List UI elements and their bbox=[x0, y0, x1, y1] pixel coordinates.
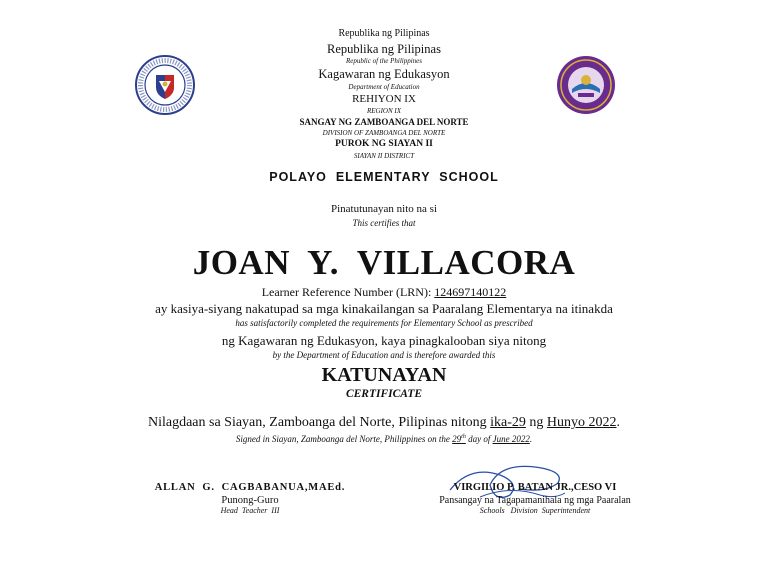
signed-fil-day: ika-29 bbox=[490, 415, 526, 430]
signed-fil-date: Hunyo 2022 bbox=[546, 415, 617, 430]
lrn-line bbox=[0, 285, 768, 300]
header-line-8: SANGAY NG ZAMBOANGA DEL NORTE bbox=[299, 117, 469, 127]
header-line-7: REGION IX bbox=[366, 107, 402, 115]
signatory-left bbox=[145, 482, 355, 515]
signed-en-sup: th bbox=[461, 434, 466, 440]
signed-en-day: 29th bbox=[452, 434, 466, 444]
signed-fil-mid: ng bbox=[525, 415, 547, 430]
signed-english bbox=[0, 434, 768, 444]
header-line-4: Kagawaran ng Edukasyon bbox=[318, 67, 450, 81]
signatory-right bbox=[415, 482, 655, 515]
department-filipino: ng Kagawaran ng Edukasyon, kaya pinagkalooban siya nitong bbox=[221, 333, 547, 348]
signed-fil-prefix: Nilagdaan sa Siayan, Zamboanga del Norte, Pilipinas nitong bbox=[147, 415, 491, 430]
header-line-10: PUROK NG SIAYAN II bbox=[335, 139, 433, 149]
left-signatory-name: ALLAN G. CAGBABANUA,MAEd. bbox=[154, 482, 346, 493]
school-name: POLAYO ELEMENTARY SCHOOL bbox=[269, 170, 499, 184]
right-signatory-name: VIRGILIO P. BATAN JR.,CESO VI bbox=[453, 482, 617, 493]
signed-en-date: June 2022 bbox=[492, 434, 530, 444]
signed-fil-end: . bbox=[616, 415, 621, 430]
header-line-2: Republika ng Pilipinas bbox=[327, 42, 441, 56]
header-line-9: DIVISION OF ZAMBOANGA DEL NORTE bbox=[322, 129, 446, 137]
signed-filipino bbox=[0, 415, 768, 431]
lrn-label: Learner Reference Number (LRN): bbox=[261, 285, 435, 299]
header-line-5: Department of Education bbox=[348, 83, 420, 91]
left-signatory-title-en: Head Teacher III bbox=[220, 506, 280, 515]
award-filipino: KATUNAYAN bbox=[321, 364, 447, 386]
award-english: CERTIFICATE bbox=[345, 388, 423, 400]
right-signatory-title-fil: Pansangay na Tagapamanihala ng mga Paaralan bbox=[439, 495, 631, 506]
completed-filipino: ay kasiya-siyang nakatupad sa mga kinakailangan sa Paaralang Elementarya na itinakda bbox=[155, 301, 613, 316]
certify-english: This certifies that bbox=[352, 218, 416, 228]
learner-name: JOAN Y. VILLACORA bbox=[192, 243, 576, 282]
completed-english: has satisfactorily completed the requirements for Elementary School as prescribed bbox=[235, 318, 533, 328]
header-line-3: Republic of the Philippines bbox=[345, 57, 422, 65]
header-line-1: Republika ng Pilipinas bbox=[338, 28, 430, 39]
certify-filipino: Pinatutunayan nito na si bbox=[330, 203, 437, 215]
signed-en-end: . bbox=[529, 434, 533, 444]
left-signatory-title-fil: Punong-Guro bbox=[221, 495, 279, 506]
right-signatory-title-en: Schools Division Superintendent bbox=[479, 506, 591, 515]
signed-en-mid: day of bbox=[465, 434, 493, 444]
lrn-value: 124697140122 bbox=[434, 285, 507, 299]
signed-en-prefix: Signed in Siayan, Zamboanga del Norte, Philippines on the bbox=[235, 434, 453, 444]
department-english: by the Department of Education and is therefore awarded this bbox=[272, 350, 496, 360]
header-line-6: REHIYON IX bbox=[352, 93, 416, 105]
header-line-11: SIAYAN II DISTRICT bbox=[353, 152, 415, 160]
